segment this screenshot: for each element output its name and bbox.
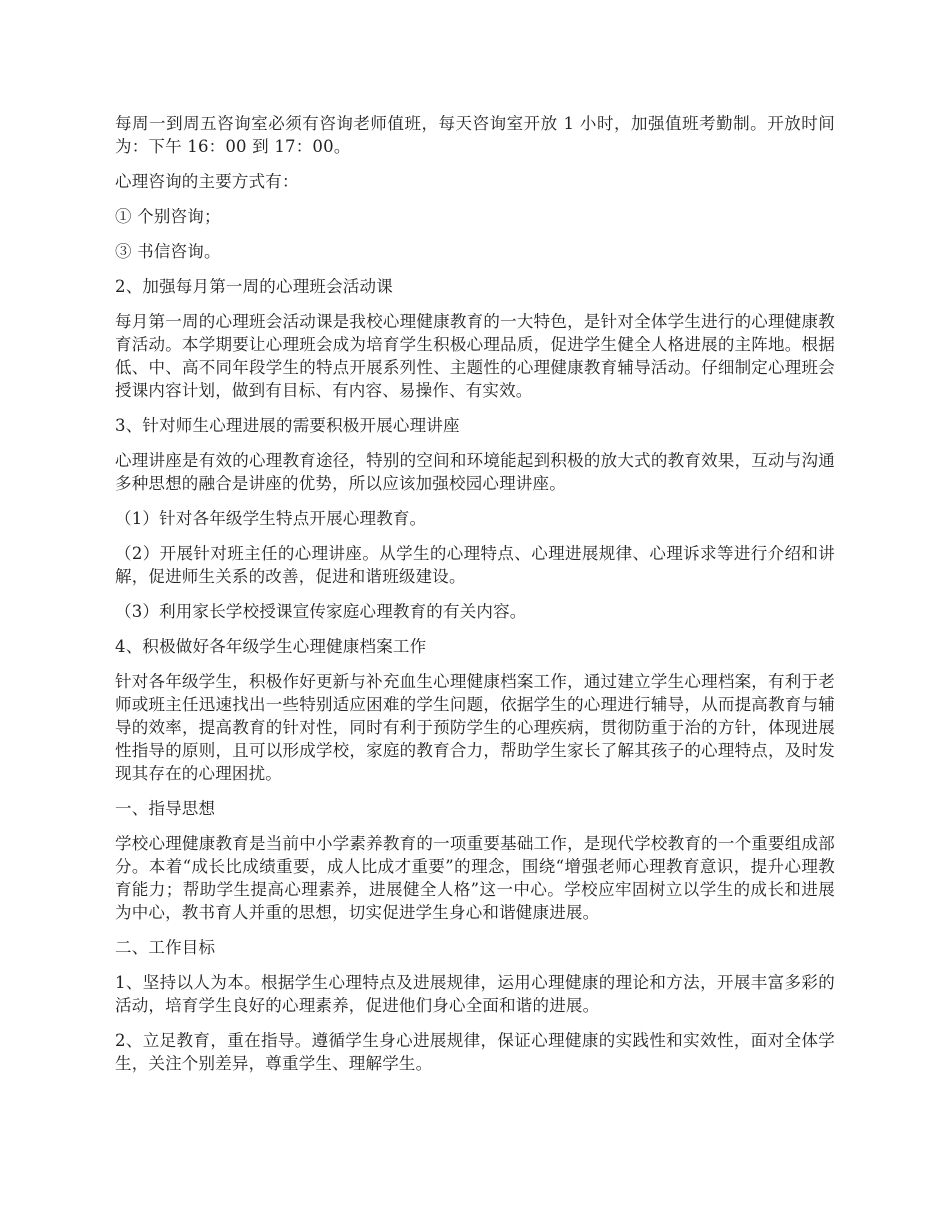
paragraph-consult-methods-intro: 心理咨询的主要方式有： <box>115 172 299 191</box>
list-item-lecture-2: （2）开展针对班主任的心理讲座。从学生的心理特点、心理进展规律、心理诉求等进行介绍和讲解，促进师生关系的改善，促进和谐班级建设。 <box>115 544 835 586</box>
paragraph-lectures: 心理讲座是有效的心理教育途径，特别的空间和环境能起到积极的放大式的教育效果，互动与沟通多种思想的融合是讲座的优势，所以应该加强校园心理讲座。 <box>115 451 835 493</box>
list-item-lecture-1: （1）针对各年级学生特点开展心理教育。 <box>115 509 427 528</box>
paragraph-archives: 针对各年级学生，积极作好更新与补充血生心理健康档案工作，通过建立学生心理档案，有利于老师或班主任迅速找出一些特别适应困难的学生问题，依据学生的心理进行辅导，从而提高教育与辅导的效率，提高教育的针对性，同时有利于预防学生的心理疾病，贯彻防重于治的方针，体现进展性指导的原则，且可以形成学校，家庭的教育合力，帮助学生家长了解其孩子的心理特点，及时发现其存在的心理困扰。 <box>115 672 835 783</box>
section-heading-class-meeting: 2、加强每月第一周的心理班会活动课 <box>115 277 393 296</box>
section-heading-archives: 4、积极做好各年级学生心理健康档案工作 <box>115 637 427 656</box>
paragraph-goal-2: 2、立足教育，重在指导。遵循学生身心进展规律，保证心理健康的实践性和实效性，面对全体学生，关注个别差异，尊重学生、理解学生。 <box>115 1031 835 1073</box>
list-item-lecture-3: （3）利用家长学校授课宣传家庭心理教育的有关内容。 <box>115 602 527 621</box>
list-item-individual-consult: ① 个别咨询； <box>115 207 221 226</box>
section-heading-lectures: 3、针对师生心理进展的需要积极开展心理讲座 <box>115 416 460 435</box>
list-item-letter-consult: ③ 书信咨询。 <box>115 242 221 261</box>
paragraph-guiding-ideology: 学校心理健康教育是当前中小学素养教育的一项重要基础工作，是现代学校教育的一个重要组成部分。本着“成长比成绩重要，成人比成才重要”的理念，围绕“增强老师心理教育意识，提升心理教育能力；帮助学生提高心理素养，进展健全人格”这一中心。学校应牢固树立以学生的成长和进展为中心，教书育人并重的思想，切实促进学生身心和谐健康进展。 <box>115 834 835 922</box>
paragraph-goal-1: 1、坚持以人为本。根据学生心理特点及进展规律，运用心理健康的理论和方法，开展丰富多彩的活动，培育学生良好的心理素养，促进他们身心全面和谐的进展。 <box>115 973 835 1015</box>
paragraph-class-meeting: 每月第一周的心理班会活动课是我校心理健康教育的一大特色，是针对全体学生进行的心理健康教育活动。本学期要让心理班会成为培育学生积极心理品质，促进学生健全人格进展的主阵地。根据低、中、高不同年段学生的特点开展系列性、主题性的心理健康教育辅导活动。仔细制定心理班会授课内容计划，做到有目标、有内容、易操作、有实效。 <box>115 312 835 400</box>
section-heading-work-goals: 二、工作目标 <box>115 938 216 957</box>
section-heading-guiding-ideology: 一、指导思想 <box>115 799 216 818</box>
paragraph-duty-schedule: 每周一到周五咨询室必须有咨询老师值班，每天咨询室开放 1 小时，加强值班考勤制。开放时间为：下午 16：00 到 17：00。 <box>115 114 835 156</box>
